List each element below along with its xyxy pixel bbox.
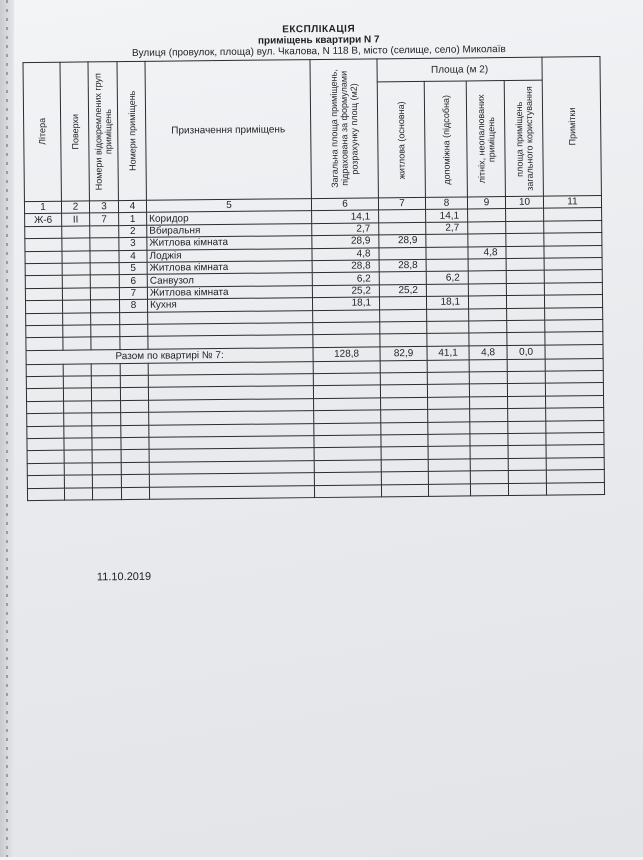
empty-cell bbox=[469, 359, 507, 372]
empty-cell bbox=[26, 364, 63, 377]
cell-floor bbox=[62, 300, 90, 313]
empty-cell bbox=[546, 445, 604, 458]
cell-num: 2 bbox=[119, 225, 147, 238]
empty-cell bbox=[508, 483, 546, 496]
cell-total: 25,2 bbox=[312, 285, 379, 298]
empty-cell bbox=[63, 376, 91, 389]
cell-name: Лоджія bbox=[147, 248, 312, 262]
empty-cell bbox=[381, 484, 428, 497]
cell-summer bbox=[468, 296, 506, 309]
document-date: 11.10.2019 bbox=[96, 570, 152, 584]
empty-cell bbox=[470, 396, 508, 409]
empty-cell bbox=[546, 433, 604, 446]
empty-cell bbox=[470, 446, 508, 459]
empty-cell bbox=[63, 364, 91, 377]
empty-cell bbox=[507, 359, 545, 372]
empty-cell bbox=[427, 360, 469, 373]
cell-living: 25,2 bbox=[379, 284, 426, 297]
empty-cell bbox=[506, 209, 544, 222]
cell-litera bbox=[25, 276, 62, 289]
empty-cell bbox=[381, 410, 428, 423]
cell-group bbox=[90, 225, 119, 238]
empty-cell bbox=[427, 321, 469, 334]
empty-cell bbox=[64, 475, 92, 488]
document-subtitle: приміщень квартири N 7 bbox=[257, 34, 380, 47]
cell-aux: 18,1 bbox=[426, 296, 468, 309]
empty-cell bbox=[381, 434, 428, 447]
empty-cell bbox=[506, 270, 544, 283]
empty-cell bbox=[64, 426, 92, 439]
empty-cell bbox=[508, 396, 546, 409]
empty-cell bbox=[92, 425, 121, 438]
empty-cell bbox=[545, 344, 603, 359]
empty-cell bbox=[120, 375, 148, 388]
empty-cell bbox=[470, 471, 508, 484]
empty-cell bbox=[91, 312, 120, 325]
cell-aux bbox=[426, 234, 468, 247]
empty-cell bbox=[544, 257, 602, 270]
cell-litera bbox=[25, 251, 62, 264]
empty-cell bbox=[381, 397, 428, 410]
cell-num: 8 bbox=[119, 299, 147, 312]
empty-cell bbox=[428, 459, 470, 472]
empty-cell bbox=[506, 221, 544, 234]
empty-cell bbox=[380, 334, 427, 347]
cell-name: Кухня bbox=[147, 298, 312, 312]
cell-summer bbox=[468, 283, 506, 296]
empty-cell bbox=[546, 408, 604, 421]
empty-cell bbox=[545, 332, 603, 345]
totals-living: 82,9 bbox=[380, 346, 427, 360]
empty-cell bbox=[121, 425, 149, 438]
totals-label: Разом по квартирі № 7: bbox=[26, 347, 313, 364]
empty-cell bbox=[546, 482, 604, 495]
cell-summer bbox=[468, 221, 506, 234]
empty-cell bbox=[427, 372, 469, 385]
empty-cell bbox=[508, 433, 546, 446]
cell-litera: Ж-6 bbox=[25, 214, 62, 227]
table-body bbox=[25, 208, 605, 501]
empty-cell bbox=[26, 313, 63, 326]
empty-cell bbox=[64, 438, 92, 451]
empty-cell bbox=[92, 450, 121, 463]
address-line: Вулиця (провулок, площа) вул. Чкалова, N 118 В, місто (селище, село) Миколаїв bbox=[131, 44, 506, 59]
empty-cell bbox=[121, 462, 149, 475]
cell-name: Житлова кімната bbox=[147, 285, 312, 299]
col-common: площа приміщень загального користування bbox=[504, 80, 543, 196]
empty-cell bbox=[469, 308, 507, 321]
cell-name: Санвузол bbox=[147, 273, 312, 287]
empty-cell bbox=[92, 400, 121, 413]
cell-name: Вбиральня bbox=[147, 223, 312, 237]
empty-cell bbox=[314, 398, 381, 411]
empty-cell bbox=[507, 332, 545, 345]
empty-cell bbox=[120, 337, 148, 350]
cell-litera bbox=[25, 238, 62, 251]
cell-total: 14,1 bbox=[312, 210, 379, 223]
empty-cell bbox=[27, 488, 64, 501]
cell-group bbox=[90, 250, 119, 263]
cell-living bbox=[379, 222, 426, 235]
cell-summer: 4,8 bbox=[468, 246, 506, 259]
cell-total: 6,2 bbox=[312, 272, 379, 285]
column-number-row: 1 2 3 4 5 6 7 8 9 10 11 bbox=[24, 196, 601, 214]
document-title: ЕКСПЛІКАЦІЯ bbox=[282, 23, 356, 36]
empty-cell bbox=[427, 333, 469, 346]
empty-cell bbox=[507, 371, 545, 384]
empty-cell bbox=[469, 384, 507, 397]
empty-cell bbox=[427, 384, 469, 397]
cell-name: Коридор bbox=[147, 211, 312, 225]
empty-cell bbox=[120, 388, 148, 401]
empty-cell bbox=[314, 447, 381, 460]
empty-cell bbox=[121, 400, 149, 413]
empty-cell bbox=[121, 475, 149, 488]
empty-cell bbox=[506, 295, 544, 308]
cell-litera bbox=[25, 300, 62, 313]
empty-cell bbox=[313, 334, 380, 347]
empty-cell bbox=[27, 426, 64, 439]
empty-cell bbox=[314, 472, 381, 485]
cell-group bbox=[90, 287, 119, 300]
empty-cell bbox=[544, 245, 602, 258]
empty-cell bbox=[544, 208, 602, 221]
cell-aux: 2,7 bbox=[426, 222, 468, 235]
cell-litera bbox=[25, 226, 62, 239]
totals-aux: 41,1 bbox=[427, 346, 469, 360]
empty-cell bbox=[544, 295, 602, 308]
cell-aux: 14,1 bbox=[426, 209, 468, 222]
empty-cell bbox=[546, 457, 604, 470]
col-notes: Примітки bbox=[542, 57, 601, 197]
col-room-numbers: Номери приміщень bbox=[117, 61, 146, 200]
empty-cell bbox=[545, 307, 603, 320]
empty-cell bbox=[544, 220, 602, 233]
empty-cell bbox=[64, 487, 92, 500]
empty-cell bbox=[507, 384, 545, 397]
cell-living: 28,8 bbox=[379, 259, 426, 272]
empty-cell bbox=[428, 434, 470, 447]
cell-total: 4,8 bbox=[312, 247, 379, 260]
totals-total: 128,8 bbox=[313, 347, 380, 362]
empty-cell bbox=[314, 435, 381, 448]
empty-cell bbox=[27, 413, 64, 426]
empty-cell bbox=[469, 320, 507, 333]
empty-cell bbox=[470, 483, 508, 496]
empty-cell bbox=[92, 438, 121, 451]
empty-cell bbox=[64, 463, 92, 476]
empty-cell bbox=[64, 401, 92, 414]
empty-cell bbox=[508, 470, 546, 483]
empty-cell bbox=[508, 421, 546, 434]
empty-cell bbox=[545, 383, 603, 396]
empty-cell bbox=[313, 361, 380, 374]
empty-cell bbox=[314, 423, 381, 436]
empty-cell bbox=[544, 270, 602, 283]
cell-floor: II bbox=[62, 213, 90, 226]
cell-group bbox=[90, 238, 119, 251]
empty-cell bbox=[64, 450, 92, 463]
empty-cell bbox=[27, 463, 64, 476]
cell-floor bbox=[62, 250, 90, 263]
empty-cell bbox=[380, 372, 427, 385]
empty-cell bbox=[313, 309, 380, 322]
cell-floor bbox=[62, 238, 90, 251]
empty-cell bbox=[91, 376, 120, 389]
cell-total: 28,9 bbox=[312, 235, 379, 248]
empty-cell bbox=[380, 309, 427, 322]
empty-cell bbox=[506, 258, 544, 271]
cell-aux bbox=[426, 247, 468, 260]
cell-group bbox=[90, 275, 119, 288]
empty-cell bbox=[428, 397, 470, 410]
empty-cell bbox=[544, 282, 602, 295]
col-living: житлова (основна) bbox=[377, 81, 425, 197]
empty-cell bbox=[381, 472, 428, 485]
empty-cell bbox=[313, 373, 380, 386]
empty-cell bbox=[27, 475, 64, 488]
empty-cell bbox=[63, 312, 91, 325]
empty-cell bbox=[92, 413, 121, 426]
empty-cell bbox=[469, 372, 507, 385]
empty-cell bbox=[546, 395, 604, 408]
cell-litera bbox=[25, 263, 62, 276]
cell-total: 2,7 bbox=[312, 223, 379, 236]
cell-aux bbox=[426, 259, 468, 272]
cell-num: 7 bbox=[119, 287, 147, 300]
empty-cell bbox=[92, 487, 121, 500]
empty-cell bbox=[381, 447, 428, 460]
empty-cell bbox=[92, 462, 121, 475]
col-aux: допоміжна (підсобна) bbox=[424, 81, 467, 197]
col-groups: Номери відокремлених груп приміщень bbox=[88, 62, 118, 201]
empty-cell bbox=[506, 233, 544, 246]
cell-name: Житлова кімната bbox=[147, 261, 312, 275]
cell-num: 3 bbox=[119, 237, 147, 250]
empty-cell bbox=[63, 325, 91, 338]
empty-cell bbox=[26, 376, 63, 389]
empty-cell bbox=[313, 385, 380, 398]
empty-cell bbox=[507, 320, 545, 333]
empty-cell bbox=[508, 408, 546, 421]
empty-cell bbox=[428, 422, 470, 435]
empty-cell bbox=[380, 360, 427, 373]
empty-cell bbox=[546, 470, 604, 483]
empty-cell bbox=[508, 446, 546, 459]
empty-cell bbox=[380, 385, 427, 398]
cell-living bbox=[379, 247, 426, 260]
totals-summer: 4,8 bbox=[469, 345, 507, 359]
cell-living bbox=[379, 272, 426, 285]
empty-cell bbox=[120, 363, 148, 376]
empty-cell bbox=[92, 475, 121, 488]
empty-cell bbox=[545, 319, 603, 332]
cell-litera bbox=[25, 288, 62, 301]
empty-cell bbox=[27, 401, 64, 414]
cell-group bbox=[90, 300, 119, 313]
cell-num: 4 bbox=[119, 250, 147, 263]
empty-cell bbox=[63, 337, 91, 350]
empty-cell bbox=[91, 363, 120, 376]
empty-cell bbox=[64, 413, 92, 426]
cell-summer bbox=[468, 234, 506, 247]
cell-summer bbox=[468, 271, 506, 284]
cell-floor bbox=[62, 263, 90, 276]
empty-cell bbox=[545, 371, 603, 384]
empty-cell bbox=[313, 322, 380, 335]
empty-cell bbox=[26, 325, 63, 338]
empty-cell bbox=[314, 484, 381, 497]
cell-living: 28,9 bbox=[379, 235, 426, 248]
empty-cell bbox=[546, 420, 604, 433]
cell-group: 7 bbox=[90, 213, 119, 226]
cell-aux: 6,2 bbox=[426, 271, 468, 284]
empty-cell bbox=[506, 283, 544, 296]
empty-cell bbox=[428, 446, 470, 459]
cell-num: 1 bbox=[119, 213, 147, 226]
empty-cell bbox=[120, 324, 148, 337]
empty-cell bbox=[91, 337, 120, 350]
col-purpose: Призначення приміщень bbox=[145, 60, 311, 201]
empty-cell bbox=[380, 321, 427, 334]
empty-cell bbox=[470, 458, 508, 471]
empty-cell bbox=[381, 422, 428, 435]
empty-cell bbox=[26, 337, 63, 350]
empty-cell bbox=[470, 409, 508, 422]
cell-floor bbox=[62, 275, 90, 288]
cell-num: 6 bbox=[119, 275, 147, 288]
cell-total: 28,8 bbox=[312, 260, 379, 273]
col-summer: літніх, неопалюваних приміщень bbox=[466, 81, 505, 197]
cell-summer bbox=[468, 259, 506, 272]
empty-cell bbox=[149, 485, 314, 499]
empty-cell bbox=[121, 487, 149, 500]
cell-floor bbox=[62, 288, 90, 301]
empty-cell bbox=[314, 460, 381, 473]
cell-aux bbox=[426, 284, 468, 297]
explication-table bbox=[22, 56, 605, 501]
empty-cell bbox=[544, 233, 602, 246]
empty-cell bbox=[63, 388, 91, 401]
empty-cell bbox=[121, 413, 149, 426]
empty-cell bbox=[428, 484, 470, 497]
empty-cell bbox=[91, 325, 120, 338]
empty-cell bbox=[26, 389, 63, 402]
empty-cell bbox=[121, 450, 149, 463]
empty-cell bbox=[470, 421, 508, 434]
totals-common: 0,0 bbox=[507, 345, 545, 359]
col-litera: Літера bbox=[23, 62, 61, 201]
col-floors: Поверхи bbox=[60, 62, 89, 201]
empty-cell bbox=[507, 308, 545, 321]
empty-cell bbox=[428, 471, 470, 484]
empty-cell bbox=[27, 438, 64, 451]
empty-cell bbox=[508, 458, 546, 471]
cell-name: Житлова кімната bbox=[147, 236, 312, 250]
empty-cell bbox=[91, 388, 120, 401]
cell-living bbox=[379, 297, 426, 310]
col-total-area: Загальна площа приміщень, підрахована за формулами розрахунку площ (м2) bbox=[310, 59, 378, 199]
cell-living bbox=[379, 210, 426, 223]
empty-cell bbox=[381, 459, 428, 472]
empty-cell bbox=[428, 409, 470, 422]
empty-cell bbox=[120, 312, 148, 325]
cell-group bbox=[90, 263, 119, 276]
empty-cell bbox=[27, 451, 64, 464]
cell-floor bbox=[62, 226, 90, 239]
cell-total: 18,1 bbox=[312, 297, 379, 310]
cell-summer bbox=[468, 209, 506, 222]
empty-cell bbox=[427, 308, 469, 321]
empty-cell bbox=[314, 410, 381, 423]
empty-cell bbox=[121, 437, 149, 450]
cell-num: 5 bbox=[119, 262, 147, 275]
empty-cell bbox=[470, 434, 508, 447]
empty-cell bbox=[506, 246, 544, 259]
empty-cell bbox=[545, 358, 603, 371]
col-area-group: Площа (м 2) bbox=[377, 57, 542, 82]
empty-cell bbox=[469, 333, 507, 346]
